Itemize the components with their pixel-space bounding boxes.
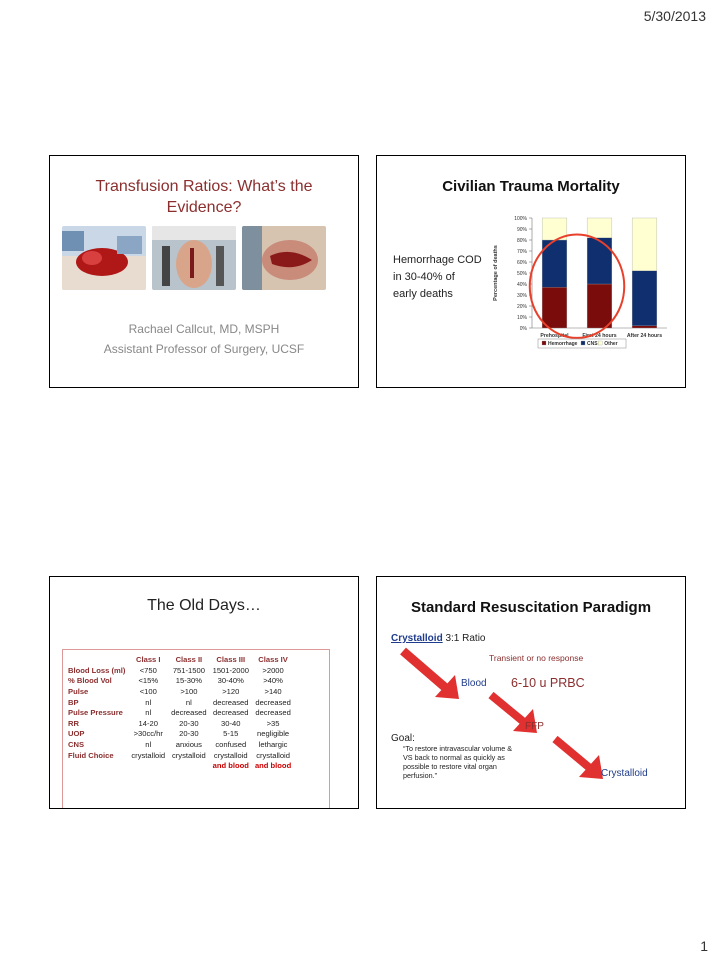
table-cell: 1501-2000 xyxy=(212,665,249,675)
table-row xyxy=(65,750,294,761)
table-row xyxy=(65,686,294,697)
table-cell: decreased xyxy=(255,697,291,707)
slide-old-days xyxy=(49,576,359,809)
table-cell: <100 xyxy=(139,686,157,696)
y-tick-label: 80% xyxy=(516,238,527,244)
table-cell: >40% xyxy=(263,676,283,686)
table-cell: nl xyxy=(145,697,152,707)
bar-hemorrhage xyxy=(542,287,567,328)
table-cell: >140 xyxy=(264,686,282,696)
table-header: Class IV xyxy=(258,655,288,664)
arrow-down-right-icon xyxy=(397,645,467,705)
trauma-photo-2 xyxy=(152,226,236,290)
slide-title-transfusion-ratios xyxy=(49,155,359,388)
table-cell: 5-15 xyxy=(223,729,239,739)
table-cell: confused xyxy=(215,739,247,749)
table-cell: 14-20 xyxy=(138,718,158,728)
table-cell: 15-30% xyxy=(175,676,202,686)
legend-swatch xyxy=(542,341,546,345)
hemorrhage-class-table xyxy=(62,649,330,809)
table-cell: crystalloid xyxy=(213,750,248,760)
table-row-label: BP xyxy=(68,697,79,707)
y-axis-label: Percentage of deaths xyxy=(493,245,499,301)
page-number: 1 xyxy=(700,938,708,954)
table-row-label: UOP xyxy=(68,729,85,739)
slide1-title: Transfusion Ratios: What’s the Evidence? xyxy=(95,178,313,216)
table-row-label: CNS xyxy=(68,739,85,749)
table-cell: and blood xyxy=(212,761,249,771)
table-row xyxy=(65,739,294,750)
y-tick-label: 10% xyxy=(516,315,527,321)
legend-swatch xyxy=(598,341,602,345)
table-row xyxy=(65,707,294,718)
y-tick-label: 30% xyxy=(516,293,527,299)
y-tick-label: 100% xyxy=(514,216,527,222)
slide3-title: The Old Days… xyxy=(147,597,261,614)
table-cell: and blood xyxy=(254,761,292,771)
y-tick-label: 20% xyxy=(516,304,527,310)
table-row xyxy=(65,676,294,687)
y-tick-label: 70% xyxy=(516,249,527,255)
hemorrhage-note-line: Hemorrhage COD xyxy=(393,254,482,266)
table-row-label: Pulse Pressure xyxy=(68,708,123,718)
table-cell: 30-40 xyxy=(221,718,241,728)
page-date: 5/30/2013 xyxy=(643,8,706,24)
table-cell: nl xyxy=(145,708,152,718)
table-row-label: Pulse xyxy=(68,686,89,696)
author-name: Rachael Callcut, MD, MSPH xyxy=(128,322,280,336)
x-tick-label: Prehospital xyxy=(540,333,569,339)
table-cell: >35 xyxy=(266,718,280,728)
crystalloid-ratio-line xyxy=(391,633,486,644)
table-row xyxy=(65,760,294,771)
ratio-label: 3:1 Ratio xyxy=(445,633,486,644)
legend-label: CNS xyxy=(587,341,598,347)
table-row xyxy=(65,718,294,729)
table-cell: crystalloid xyxy=(171,750,206,760)
x-tick-label: First 24 hours xyxy=(582,333,617,339)
table-cell: decreased xyxy=(213,697,249,707)
blood-label: Blood xyxy=(461,678,487,689)
bar-hemorrhage xyxy=(632,326,657,328)
table-header: Class II xyxy=(175,655,203,664)
table-row-label: % Blood Vol xyxy=(68,676,112,686)
table-cell: anxious xyxy=(175,739,202,749)
table-cell xyxy=(168,760,209,771)
table-row-label: Fluid Choice xyxy=(68,750,114,760)
table-cell: decreased xyxy=(171,708,207,718)
table-cell: nl xyxy=(145,739,152,749)
table-cell: crystalloid xyxy=(256,750,290,760)
table-cell: >30cc/hr xyxy=(133,729,163,739)
y-tick-label: 90% xyxy=(516,227,527,233)
bar-cns xyxy=(632,271,657,326)
trauma-photo-3 xyxy=(242,226,326,290)
slide4-title: Standard Resuscitation Paradigm xyxy=(410,599,652,616)
legend-label: Other xyxy=(604,341,618,347)
hemorrhage-note-line: early deaths xyxy=(393,288,453,300)
prbc-label: 6-10 u PRBC xyxy=(511,676,585,690)
bar-other xyxy=(587,218,612,238)
legend-swatch xyxy=(581,341,585,345)
table-cell: >2000 xyxy=(262,665,284,675)
y-tick-label: 50% xyxy=(516,271,527,277)
table-cell: decreased xyxy=(213,708,249,718)
table-cell: negligible xyxy=(257,729,290,739)
table-cell: 751-1500 xyxy=(172,665,205,675)
ffp-label: FFP xyxy=(525,721,544,732)
table-cell: <750 xyxy=(139,665,157,675)
table-cell: <15% xyxy=(138,676,159,686)
table-header: Class III xyxy=(216,655,246,664)
mortality-stacked-bar-chart xyxy=(487,214,677,369)
table-cell: nl xyxy=(185,697,192,707)
hemorrhage-note-line: in 30-40% of xyxy=(393,271,455,283)
x-tick-label: After 24 hours xyxy=(626,333,663,339)
table-cell: decreased xyxy=(255,708,291,718)
table-row xyxy=(65,665,294,676)
transient-response-text: Transient or no response xyxy=(489,653,584,663)
table-cell: >120 xyxy=(222,686,240,696)
y-tick-label: 40% xyxy=(516,282,527,288)
table-row-label: RR xyxy=(68,718,79,728)
table-cell: crystalloid xyxy=(131,750,166,760)
trauma-photo-1 xyxy=(62,226,146,290)
table-cell: 30-40% xyxy=(217,676,244,686)
legend-label: Hemorrhage xyxy=(548,341,578,347)
author-title: Assistant Professor of Surgery, UCSF xyxy=(103,342,305,356)
table-header xyxy=(65,654,128,665)
table-cell: 20-30 xyxy=(179,718,199,728)
table-row-label xyxy=(65,760,128,771)
table-cell: lethargic xyxy=(258,739,288,749)
slide-civilian-trauma-mortality xyxy=(376,155,686,388)
goal-label: Goal: xyxy=(391,733,415,744)
bar-cns xyxy=(587,238,612,284)
goal-quote: “To restore intravascular volume & VS back to normal as quickly as possible to restore vital organ perfusion.” xyxy=(403,744,513,780)
y-tick-label: 0% xyxy=(519,326,527,332)
table-cell: 20-30 xyxy=(179,729,199,739)
crystalloid-end-label: Crystalloid xyxy=(601,768,648,779)
slide-standard-resuscitation xyxy=(376,576,686,809)
table-row xyxy=(65,697,294,708)
table-cell: >100 xyxy=(180,686,198,696)
y-tick-label: 60% xyxy=(516,260,527,266)
table-header-row xyxy=(65,654,294,665)
bar-other xyxy=(632,218,657,271)
table-header: Class I xyxy=(136,655,161,664)
table-cell xyxy=(128,760,168,771)
table-row xyxy=(65,729,294,740)
slide2-title: Civilian Trauma Mortality xyxy=(442,178,620,195)
table-row-label: Blood Loss (ml) xyxy=(68,665,126,675)
crystalloid-label: Crystalloid xyxy=(391,633,443,644)
bar-hemorrhage xyxy=(587,284,612,328)
